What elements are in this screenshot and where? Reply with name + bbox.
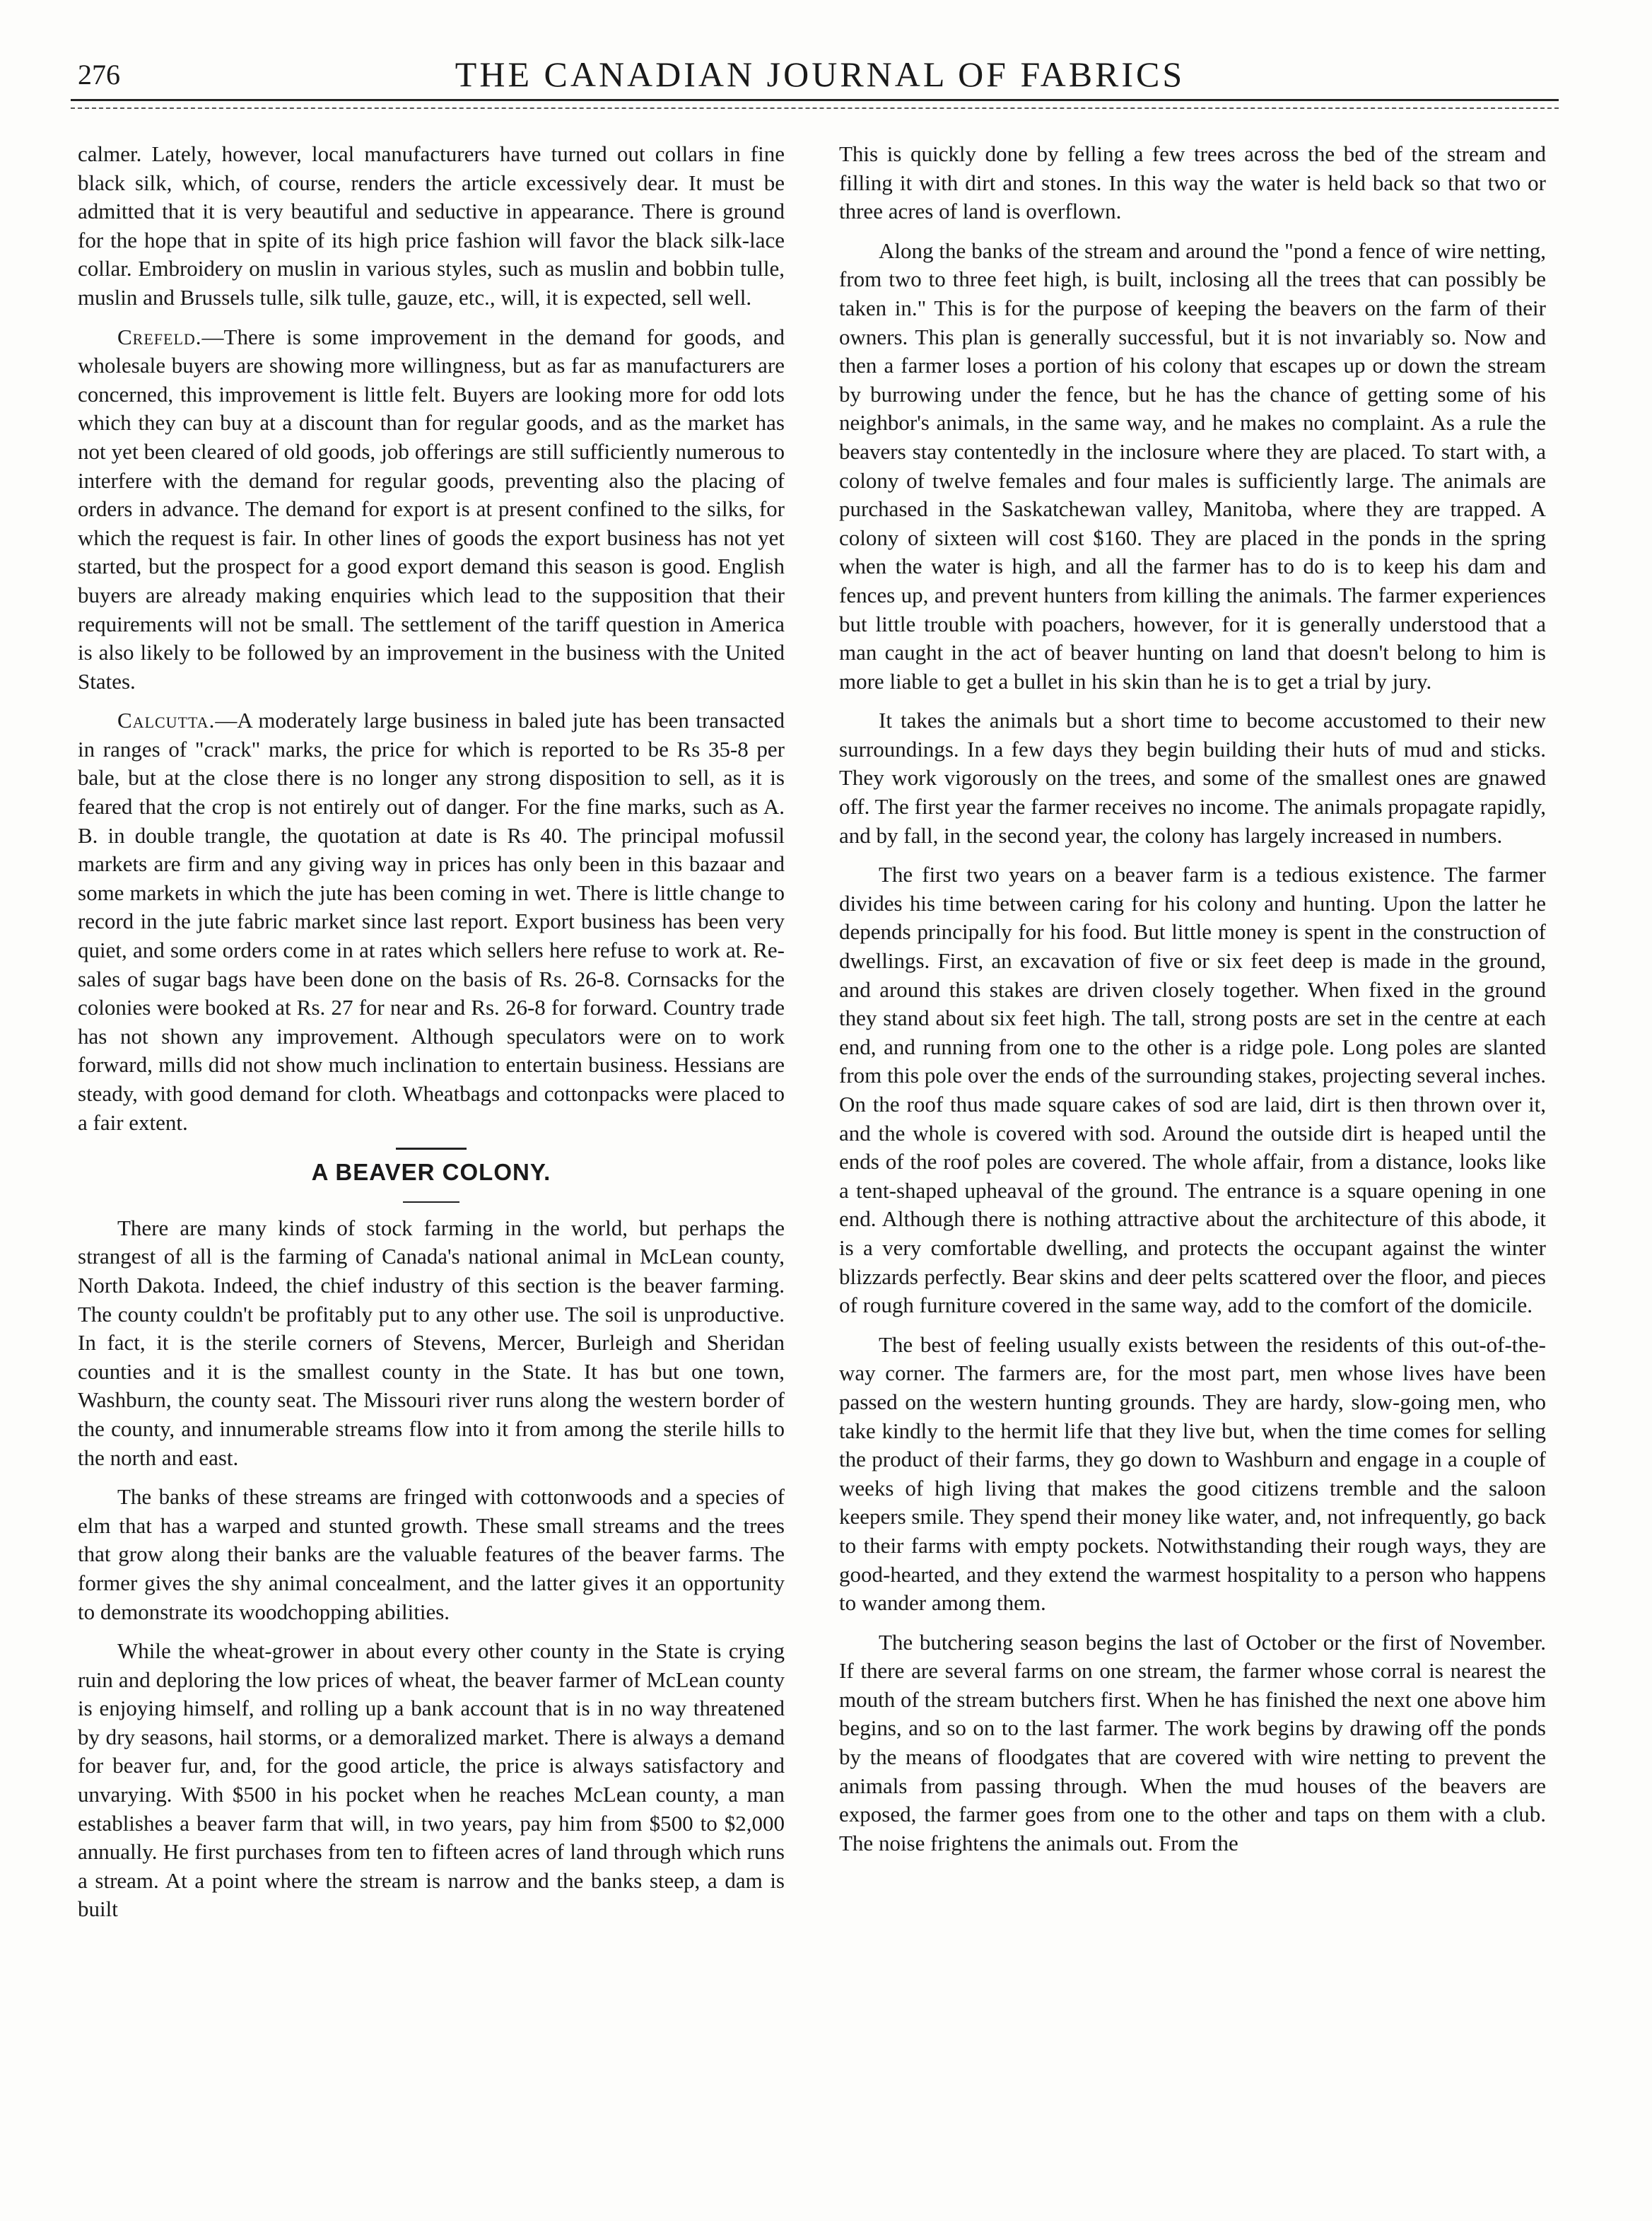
paragraph-body: —A moderately large business in baled jute has been transacted in ranges of "crack" marks, the price for which is reported to be Rs 35-8 per bale, but at the close there is no longer any strong disposition to sell, as it is feared that the crop is not entirely out of danger. For the fine marks, such as A. B. in double trangle, the quotation at date is Rs 40. The principal mofussil markets are firm and any giving way in prices has only been in this bazaar and some markets in which the jute has been coming in wet. There is little change to record in the jute fabric market since last report. Export business has been very quiet, and some orders come in at rates which sellers here refuse to work at. Re-sales of sugar bags have been done on the basis of Rs. 26-8. Cornsacks for the colonies were booked at Rs. 27 for near and Rs. 26-8 for forward. Country trade has not shown any improvement. Although speculators were on to work forward, mills did not show much inclination to entertain business. Hessians are steady, with good demand for cloth. Wheatbags and cottonpacks were placed to a fair extent. [78, 708, 785, 1135]
left-column [78, 140, 785, 1935]
paragraph-body: —There is some improvement in the demand for goods, and wholesale buyers are showing more willingness, but as far as manufacturers are concerned, this improvement is little felt. Buyers are looking more for odd lots which they can buy at a discount than for regular goods, and as the market has not yet been cleared of old goods, job offerings are still sufficiently numerous to interfere with the demand for regular goods, preventing also the placing of orders in advance. The demand for export is at present confined to the silks, for which the request is fair. In other lines of goods the export business has not yet started, but the prospect for a good export demand this season is good. English buyers are already making enquiries which lead to the supposition that their requirements will not be small. The settlement of the tariff question in America is also likely to be followed by an improvement in the business with the United States. [78, 324, 785, 694]
page-header [78, 49, 1562, 99]
section-divider [396, 1148, 467, 1150]
paragraph: The best of feeling usually exists between the residents of this out-of-the-way corner. The farmers are, for the most part, men whose lives have been passed on the western hunting grounds. They are hardy, slow-going men, who take kindly to the hermit life that they live but, when the time comes for selling the product of their farms, they go down to Washburn and engage in a couple of weeks of high living that makes the good citizens tremble and the saloon keepers smile. They spend their money like water, and, not infrequently, go back to their farms with empty pockets. Notwithstanding their rough ways, they are good-hearted, and they extend the warmest hospitality to a person who happens to wander among them. [839, 1331, 1546, 1616]
paragraph: The first two years on a beaver farm is a tedious existence. The farmer divides his time between caring for his colony and hunting. Upon the latter he depends principally for his food. But little money is spent in the construction of dwellings. First, an excavation of five or six feet deep is made in the ground, and around this stakes are driven closely together. When fixed in the ground they stand about six feet high. The tall, strong posts are set in the centre at each end, and running from one to the other is a ridge pole. Long poles are slanted from this pole over the ends of the surrounding stakes, projecting several inches. On the roof thus made square cakes of sod are laid, dirt is then thrown over it, and the whole is covered with sod. Around the outside dirt is heaped until the ends of the roof poles are covered. The whole affair, from a distance, looks like a tent-shaped upheaval of the ground. The entrance is a square opening in one end. Although there is nothing attractive about the architecture of this abode, it is a very comfortable dwelling, and protects the occupant against the winter blizzards perfectly. Bear skins and deer pelts scattered over the floor, and pieces of rough furniture covered in the same way, add to the comfort of the domicile. [839, 862, 1546, 1318]
paragraph: This is quickly done by felling a few trees across the bed of the stream and filling it with dirt and stones. In this way the water is held back so that two or three acres of land is overflown. [839, 141, 1546, 224]
journal-title: THE CANADIAN JOURNAL OF FABRICS [455, 54, 1185, 94]
section-heading: A BEAVER COLONY. [311, 1159, 551, 1186]
header-rule-dashed [71, 107, 1559, 109]
paragraph-calcutta [78, 706, 785, 1137]
page-number: 276 [78, 59, 120, 91]
paragraph: There are many kinds of stock farming in the world, but perhaps the strangest of all is the farming of Canada's national animal in McLean county, North Dakota. Indeed, the chief industry of this section is the beaver farming. The county couldn't be profitably put to any other use. The soil is unproductive. In fact, it is the sterile corners of Stevens, Mercer, Burleigh and Sheridan counties and it is the smallest county in the State. It has but one town, Washburn, the county seat. The Missouri river runs along the western border of the county, and innumerable streams flow into it from among the sterile hills to the north and east. [78, 1215, 785, 1470]
paragraph: The banks of these streams are fringed with cottonwoods and a species of elm that has a warped and stunted growth. These small streams and the trees that grow along their banks are the valuable features of the beaver farms. The former gives the shy animal concealment, and the latter gives it an opportunity to demonstrate its woodchopping abilities. [78, 1484, 785, 1624]
paragraph: It takes the animals but a short time to become accustomed to their new surroundings. In a few days they begin building their huts of mud and sticks. They work vigorously on the trees, and some of the smallest ones are gnawed off. The first year the farmer receives no income. The animals propagate rapidly, and by fall, in the second year, the colony has largely increased in numbers. [839, 708, 1546, 848]
heading-underline [403, 1201, 459, 1203]
paragraph: The butchering season begins the last of October or the first of November. If there are several farms on one stream, the farmer whose corral is nearest the mouth of the stream butchers first. When he has finished the next one above him begins, and so on to the last farmer. The work begins by drawing off the ponds by the means of floodgates that are covered with wire netting to prevent the animals from passing through. When the mud houses of the beavers are exposed, the farmer goes from one to the other and taps on them with a club. The noise frightens the animals out. From the [839, 1629, 1546, 1855]
header-rule [71, 99, 1559, 101]
paragraph: calmer. Lately, however, local manufacturers have turned out collars in fine black silk, which, of course, renders the article excessively dear. It must be admitted that it is very beautiful and seductive in appearance. There is ground for the hope that in spite of its high price fashion will favor the black silk-lace collar. Embroidery on muslin in various styles, such as muslin and bobbin tulle, muslin and Brussels tulle, silk tulle, gauze, etc., will, it is expected, sell well. [78, 141, 785, 310]
paragraph-lead: Calcutta. [117, 708, 216, 733]
right-column [839, 140, 1546, 1868]
paragraph: Along the banks of the stream and around the "pond a fence of wire netting, from two to three feet high, is built, inclosing all the trees that can possibly be taken in." This is for the purpose of keeping the beavers on the farm of their owners. This plan is generally successful, but it is not invariably so. Now and then a farmer loses a portion of his colony that escapes up or down the stream by burrowing under the fence, but he has the chance of getting some of his neighbor's animals, in the same way, and he makes no complaint. As a rule the beavers stay contentedly in the inclosure where they are placed. To start with, a colony of twelve females and four males is sufficiently large. The animals are purchased in the Saskatchewan valley, Manitoba, where they are trapped. A colony of sixteen will cost $160. They are placed in the ponds in the spring when the water is high, and all the farmer has to do is to keep his dam and fences up, and prevent hunters from killing the animals. The farmer experiences but little trouble with poachers, however, for it is generally understood that a man caught in the act of beaver hunting on land that doesn't belong to him is more liable to get a bullet in his skin than he is to get a trial by jury. [839, 238, 1546, 694]
paragraph-crefeld [78, 323, 785, 696]
paragraph: While the wheat-grower in about every other county in the State is crying ruin and deploring the low prices of wheat, the beaver farmer of McLean county is enjoying himself, and rolling up a bank account that is in no way threatened by dry seasons, hail storms, or a demoralized market. There is always a demand for beaver fur, and, for the good article, the price is always satisfactory and unvarying. With $500 in his pocket when he reaches McLean county, a man establishes a beaver farm that will, in two years, pay him from $500 to $2,000 annually. He first purchases from ten to fifteen acres of land through which runs a stream. At a point where the stream is narrow and the banks steep, a dam is built [78, 1638, 785, 1922]
paragraph-lead: Crefeld. [117, 324, 202, 349]
